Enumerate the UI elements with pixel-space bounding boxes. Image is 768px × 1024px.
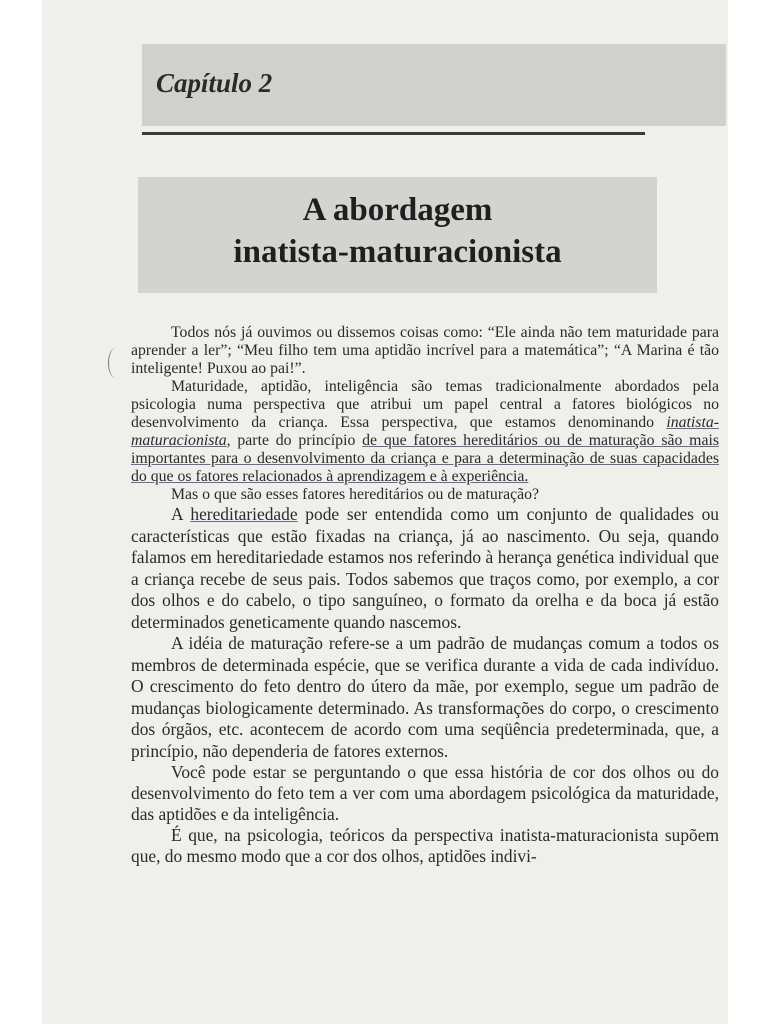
chapter-title-line-2: inatista-maturacionista [233, 234, 562, 270]
chapter-label: Capítulo 2 [156, 68, 273, 98]
term-inatista-maturacionista: inatista-maturacionista [131, 414, 719, 449]
page-right-edge [728, 0, 768, 1024]
paragraph-4 [131, 504, 719, 633]
paragraph-2-text: Maturidade, aptidão, inteligência são temas tradicionalmente abordados pela psicologia numa perspectiva que atribui um papel central a fatores biológicos no desenvolvimento da criança. Essa perspectiva, que estamos denominando [131, 378, 719, 431]
chapter-title [138, 189, 657, 273]
paragraph-7: É que, na psicologia, teóricos da perspectiva inatista-maturacionista supõem que, do mesmo modo que a cor dos olhos, aptidões indivi- [131, 825, 719, 866]
paragraph-6: Você pode estar se perguntando o que essa história de cor dos olhos ou do desenvolvimento do feto tem a ver com uma abordagem psicológica da maturidade, das aptidões e da inteligência. [131, 762, 719, 824]
pencil-margin-mark [108, 348, 123, 378]
paragraph-4-text: A [171, 504, 191, 524]
paragraph-2-text-mid: , parte do princípio [226, 432, 363, 449]
paragraph-3: Mas o que são esses fatores hereditários ou de maturação? [171, 486, 540, 503]
chapter-title-line-1: A abordagem [302, 192, 493, 228]
paragraph-4-text-after: pode ser entendida como um conjunto de qualidades ou características que estão fixadas na criança, já ao nascimento. Ou seja, quando falamos em hereditariedade estamos nos referindo à herança genética individual que a criança recebe de seus pais. Todos sabemos que traços como, por exemplo, a cor dos olhos e do cabelo, o tipo sanguíneo, o formato da orelha e da boca já estão determinados geneticamente quando nascemos. [131, 504, 719, 632]
paragraph-1: Todos nós já ouvimos ou dissemos coisas como: “Ele ainda não tem maturidade para aprender a ler”; “Meu filho tem uma aptidão incrível para a matemática”; “A Marina é tão inteligente! Puxou ao pai!”. [131, 324, 719, 377]
paragraph-2-underlined: de que fatores hereditários ou de maturação são mais importantes para o desenvolvimento da criança e para a determinação de suas capacidades do que os fatores relacionados à aprendizagem e à experiência. [131, 432, 719, 485]
chapter-divider [142, 132, 645, 135]
term-hereditariedade: hereditariedade [190, 504, 298, 524]
paragraph-2 [131, 378, 719, 486]
page-left-edge [0, 0, 42, 1024]
chapter-body [131, 324, 719, 867]
paragraph-5: A idéia de maturação refere-se a um padrão de mudanças comum a todos os membros de determinada espécie, que se verifica durante a vida de cada indivíduo. O crescimento do feto dentro do útero da mãe, por exemplo, segue um padrão de mudanças biologicamente determinado. As transformações do corpo, o crescimento dos órgãos, etc. acontecem de acordo com uma seqüência predeterminada, que, a princípio, não dependeria de fatores externos. [131, 633, 719, 761]
